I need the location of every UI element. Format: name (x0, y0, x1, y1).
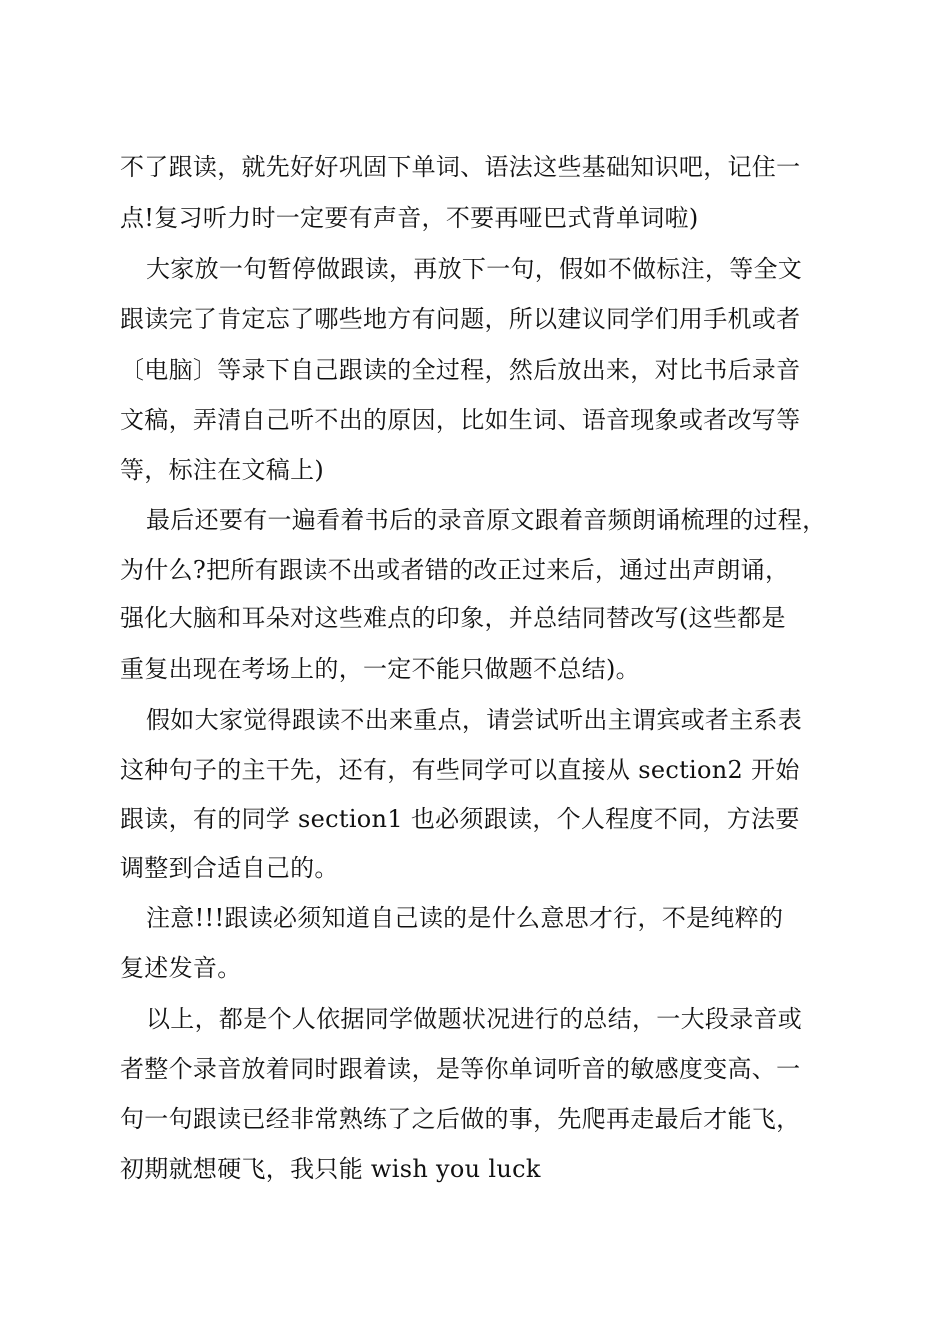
text-line: 初期就想硬飞，我只能 wish you luck (120, 1155, 541, 1183)
text-line: 为什么?把所有跟读不出或者错的改正过来后，通过出声朗诵， (120, 556, 790, 584)
paragraph-start-line: 假如大家觉得跟读不出来重点，请尝试听出主谓宾或者主系表 (146, 706, 803, 734)
text-line: 调整到合适自己的。 (120, 854, 339, 882)
text-line: 强化大脑和耳朵对这些难点的印象，并总结同替改写(这些都是 (120, 604, 786, 632)
text-line: 点!复习听力时一定要有声音，不要再哑巴式背单词啦) (120, 204, 699, 232)
text-line: 复述发音。 (120, 954, 242, 982)
text-line: 跟读，有的同学 section1 也必须跟读，个人程度不同，方法要 (120, 805, 800, 833)
paragraph-start-line: 以上，都是个人依据同学做题状况进行的总结，一大段录音或 (146, 1005, 803, 1033)
text-line: 句一句跟读已经非常熟练了之后做的事，先爬再走最后才能飞， (120, 1105, 801, 1133)
text-line: 等，标注在文稿上) (120, 456, 325, 484)
text-line: 这种句子的主干先，还有，有些同学可以直接从 section2 开始 (120, 756, 800, 784)
text-line: 跟读完了肯定忘了哪些地方有问题，所以建议同学们用手机或者 (120, 305, 801, 333)
paragraph-start-line: 注意!!!跟读必须知道自己读的是什么意思才行，不是纯粹的 (146, 904, 784, 932)
text-line: 文稿，弄清自己听不出的原因，比如生词、语音现象或者改写等 (120, 406, 801, 434)
text-line: 〔电脑〕等录下自己跟读的全过程，然后放出来，对比书后录音 (120, 356, 801, 384)
text-line: 者整个录音放着同时跟着读，是等你单词听音的敏感度变高、一 (120, 1055, 801, 1083)
text-line: 重复出现在考场上的，一定不能只做题不总结)。 (120, 655, 640, 683)
paragraph-start-line: 大家放一句暂停做跟读，再放下一句，假如不做标注，等全文 (146, 255, 803, 283)
paragraph-start-line: 最后还要有一遍看着书后的录音原文跟着音频朗诵梳理的过程， (146, 506, 827, 534)
text-line: 不了跟读，就先好好巩固下单词、语法这些基础知识吧，记住一 (120, 153, 801, 181)
